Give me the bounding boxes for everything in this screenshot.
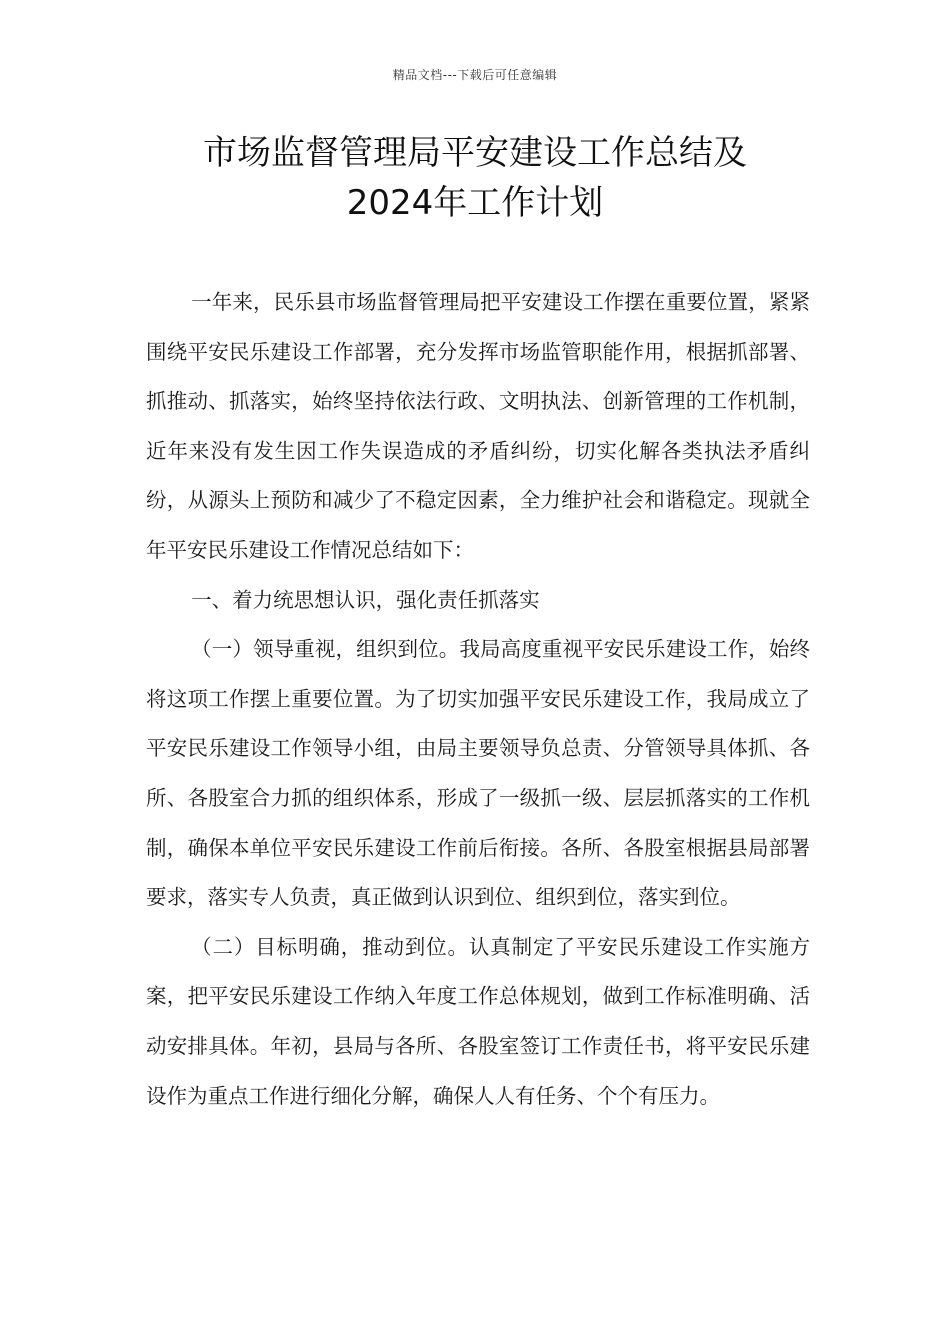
paragraph-intro: 一年来，民乐县市场监督管理局把平安建设工作摆在重要位置，紧紧围绕平安民乐建设工作部署，充分发挥市场监管职能作用，根据抓部署、抓推动、抓落实，始终坚持依法行政、文明执法、创新管理的工作机制，近年来没有发生因工作失误造成的矛盾纠纷，切实化解各类执法矛盾纠纷，从源头上预防和减少了不稳定因素，全力维护社会和谐稳定。现就全年平安民乐建设工作情况总结如下： (146, 290, 810, 562)
section-heading-1: 一、着力统思想认识，强化责任抓落实 (191, 587, 540, 612)
document-title-line-1: 市场监督管理局平安建设工作总结及 (203, 133, 747, 173)
document-body (146, 278, 810, 1121)
document-title (0, 128, 950, 228)
paragraph-goals: （二）目标明确，推动到位。认真制定了平安民乐建设工作实施方案，把平安民乐建设工作纳入年度工作总体规划，做到工作标准明确、活动安排具体。年初，县局与各所、各股室签订工作责任书，将平安民乐建设作为重点工作进行细化分解，确保人人有任务、个个有压力。 (146, 934, 810, 1108)
paragraph-leadership: （一）领导重视，组织到位。我局高度重视平安民乐建设工作，始终将这项工作摆上重要位置。为了切实加强平安民乐建设工作，我局成立了平安民乐建设工作领导小组，由局主要领导负总责、分管领导具体抓、各所、各股室合力抓的组织体系，形成了一级抓一级、层层抓落实的工作机制，确保本单位平安民乐建设工作前后衔接。各所、各股室根据县局部署要求，落实专人负责，真正做到认识到位、组织到位，落实到位。 (146, 637, 810, 910)
document-title-line-2: 2024年工作计划 (346, 183, 604, 223)
header-note: 精品文档---下载后可任意编辑 (392, 68, 558, 82)
